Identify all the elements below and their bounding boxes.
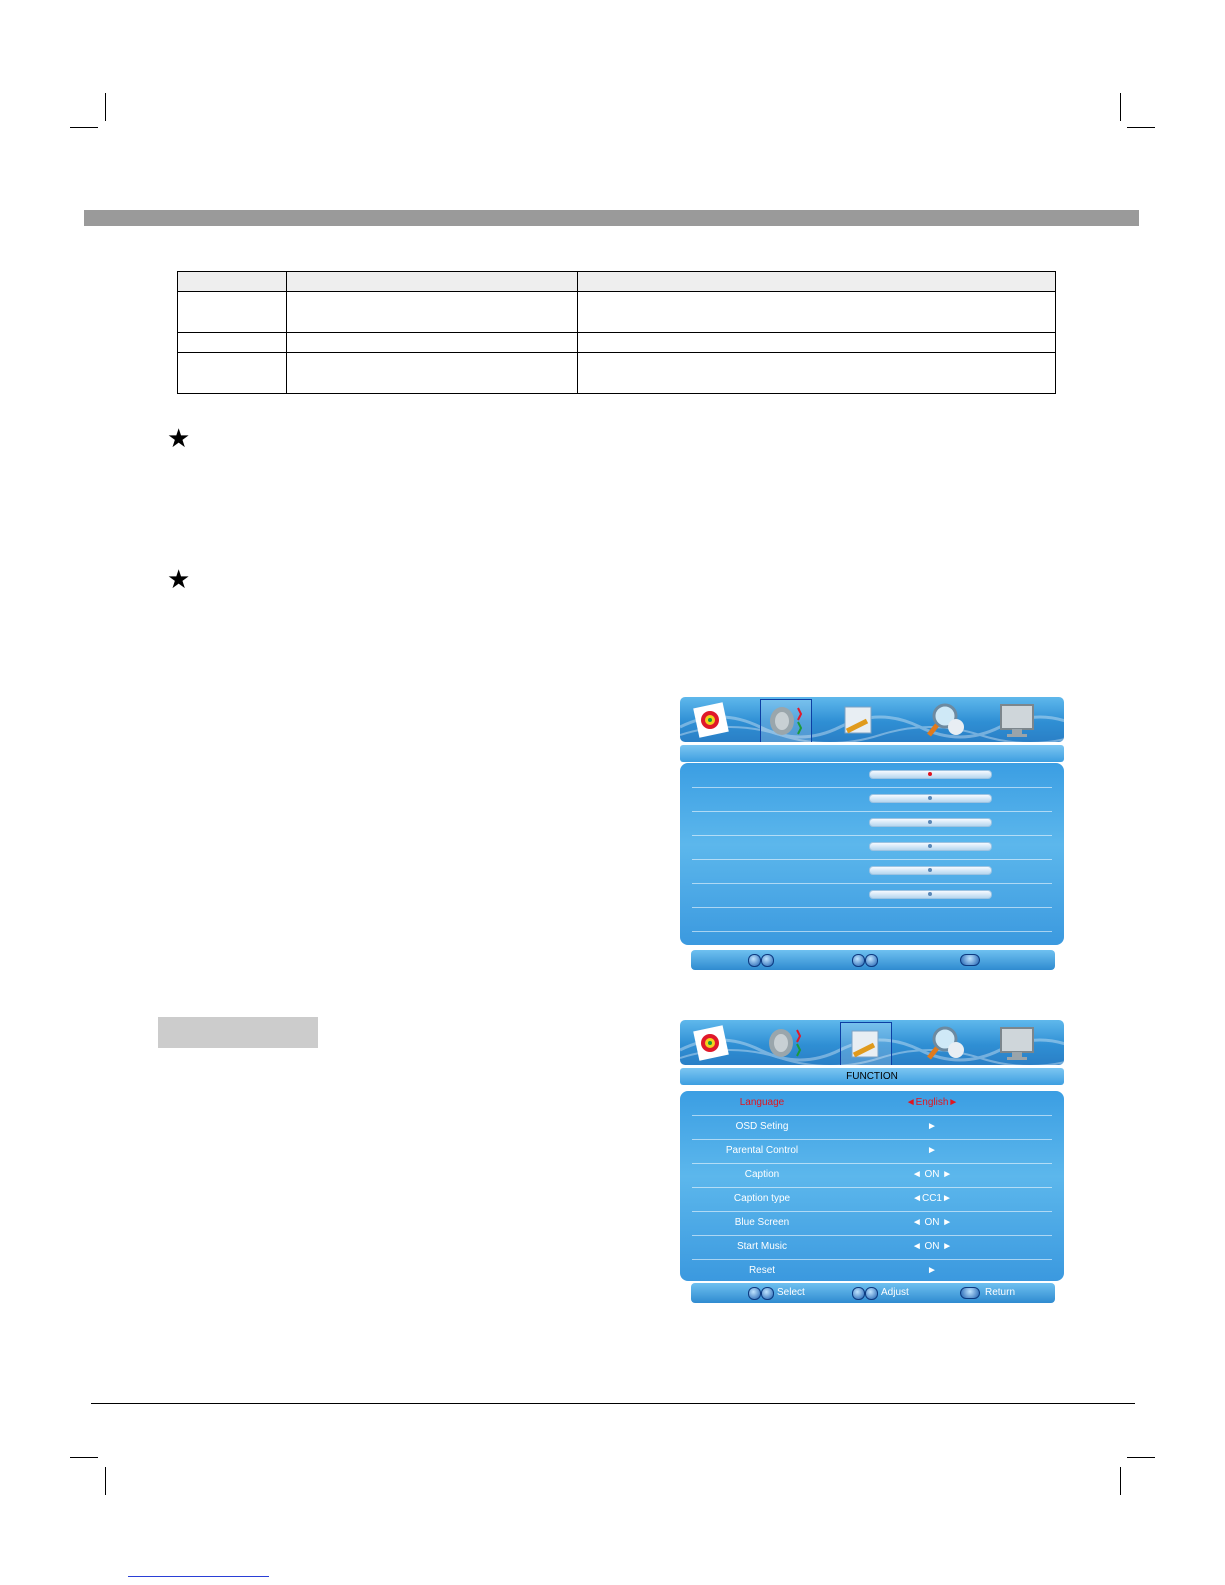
table-cell	[287, 333, 578, 353]
select-hint: Select	[777, 1287, 805, 1298]
osd-row-label: OSD Seting	[735, 1121, 789, 1132]
osd-row[interactable]	[692, 907, 1052, 932]
osd-row-label: Language	[739, 1097, 785, 1108]
down-arrow-icon	[761, 954, 774, 967]
down-arrow-icon	[761, 1287, 774, 1300]
crop-mark	[105, 1467, 106, 1495]
screen-menu-icon[interactable]	[992, 699, 1042, 741]
osd-row-label: Parental Control	[725, 1145, 799, 1156]
right-arrow-icon	[865, 1287, 878, 1300]
osd-row-label	[692, 835, 832, 859]
osd-row[interactable]	[692, 811, 1052, 836]
slider-knob[interactable]	[928, 868, 932, 872]
osd-row-value[interactable]: ◄ ON ►	[911, 1217, 953, 1228]
osd-row[interactable]	[692, 835, 1052, 860]
osd-row[interactable]	[692, 763, 1052, 788]
osd-row-label: Start Music	[736, 1241, 787, 1252]
right-arrow-icon	[865, 954, 878, 967]
osd-row-blue-screen[interactable]	[692, 1211, 1052, 1236]
screen-menu-icon[interactable]	[992, 1022, 1042, 1064]
osd-slider[interactable]	[869, 890, 992, 899]
crop-mark	[105, 93, 106, 121]
crop-mark	[70, 1457, 98, 1458]
osd-row-value[interactable]: ◄ ON ►	[911, 1169, 953, 1180]
table-row	[178, 353, 1056, 394]
osd-row-caption-type[interactable]	[692, 1187, 1052, 1212]
osd-row[interactable]	[692, 859, 1052, 884]
star-bullet: ★	[167, 424, 191, 454]
osd-row-start-music[interactable]	[692, 1235, 1052, 1260]
slider-knob[interactable]	[928, 892, 932, 896]
footer-rule	[91, 1403, 1135, 1404]
table-row	[178, 333, 1056, 353]
osd-row-label	[692, 907, 832, 931]
up-arrow-icon	[748, 1287, 761, 1300]
table-cell	[578, 333, 1056, 353]
osd-footer	[691, 950, 1055, 970]
osd-icon-bar	[680, 697, 1064, 742]
return-hint: Return	[985, 1287, 1016, 1298]
osd-list-panel	[680, 763, 1064, 945]
slider-knob[interactable]	[928, 820, 932, 824]
spec-table	[177, 271, 1056, 394]
section-header-bar	[84, 210, 1139, 226]
table-cell	[287, 272, 578, 292]
slider-knob[interactable]	[928, 772, 932, 776]
menu-button-icon	[960, 1287, 980, 1299]
osd-row[interactable]	[692, 931, 1052, 945]
left-arrow-icon	[852, 954, 865, 967]
osd-row-label: Reset	[748, 1265, 776, 1276]
osd-title-bar	[680, 745, 1064, 762]
table-cell	[287, 292, 578, 333]
table-cell	[178, 333, 287, 353]
osd-row-label	[692, 763, 832, 787]
osd-row-osd-setting[interactable]	[692, 1115, 1052, 1140]
osd-row-label: Blue Screen	[734, 1217, 790, 1228]
osd-list-panel	[680, 1091, 1064, 1281]
osd-icon-bar	[680, 1020, 1064, 1065]
table-row	[178, 292, 1056, 333]
function-menu-icon[interactable]	[840, 1022, 892, 1065]
bottom-link-underline	[128, 1576, 269, 1577]
osd-row[interactable]	[692, 883, 1052, 908]
crop-mark	[1120, 93, 1121, 121]
osd-row-label	[692, 859, 832, 883]
osd-row-value	[892, 907, 972, 931]
up-arrow-icon	[748, 954, 761, 967]
osd-sound-menu	[680, 697, 1066, 987]
section-label-box	[158, 1017, 318, 1048]
function-menu-icon[interactable]	[834, 699, 884, 741]
osd-row-parental-control[interactable]	[692, 1139, 1052, 1164]
star-bullet: ★	[167, 565, 191, 595]
osd-slider[interactable]	[869, 842, 992, 851]
osd-footer	[691, 1283, 1055, 1303]
osd-title-bar: FUNCTION	[680, 1068, 1064, 1085]
adjust-hint: Adjust	[881, 1287, 909, 1298]
osd-row-label	[692, 811, 832, 835]
table-cell	[287, 353, 578, 394]
sound-menu-icon[interactable]	[760, 699, 812, 742]
osd-row-label: Caption type	[733, 1193, 791, 1204]
slider-knob[interactable]	[928, 844, 932, 848]
search-menu-icon[interactable]	[920, 699, 970, 741]
osd-row-value[interactable]: ◄English►	[905, 1097, 959, 1108]
slider-knob[interactable]	[928, 796, 932, 800]
table-cell	[578, 353, 1056, 394]
osd-row-label	[692, 883, 832, 907]
table-cell	[578, 292, 1056, 333]
table-cell	[178, 272, 287, 292]
crop-mark	[1120, 1467, 1121, 1495]
osd-row[interactable]	[692, 787, 1052, 812]
table-cell	[578, 272, 1056, 292]
osd-row-value[interactable]: ►	[927, 1145, 937, 1156]
crop-mark	[1127, 127, 1155, 128]
osd-slider[interactable]	[869, 770, 992, 779]
table-header-row	[178, 272, 1056, 292]
osd-row-reset[interactable]	[692, 1259, 1052, 1283]
osd-slider[interactable]	[869, 866, 992, 875]
sound-menu-icon[interactable]	[760, 1022, 810, 1064]
osd-row-value[interactable]: ◄ ON ►	[911, 1241, 953, 1252]
table-cell	[178, 353, 287, 394]
osd-row-label	[692, 787, 832, 811]
picture-menu-icon[interactable]	[686, 1022, 736, 1064]
osd-row-caption[interactable]	[692, 1163, 1052, 1188]
left-arrow-icon	[852, 1287, 865, 1300]
crop-mark	[1127, 1457, 1155, 1458]
crop-mark	[70, 127, 98, 128]
picture-menu-icon[interactable]	[686, 699, 736, 741]
osd-slider[interactable]	[869, 818, 992, 827]
osd-slider[interactable]	[869, 794, 992, 803]
osd-row-value[interactable]: ►	[927, 1121, 937, 1132]
osd-function-menu	[680, 1020, 1066, 1310]
osd-row-language[interactable]	[692, 1091, 1052, 1116]
menu-button-icon	[960, 954, 980, 966]
search-menu-icon[interactable]	[920, 1022, 970, 1064]
osd-row-label: Caption	[744, 1169, 780, 1180]
osd-row-value[interactable]: ◄CC1►	[912, 1193, 952, 1204]
osd-row-value[interactable]: ►	[927, 1265, 937, 1276]
table-cell	[178, 292, 287, 333]
